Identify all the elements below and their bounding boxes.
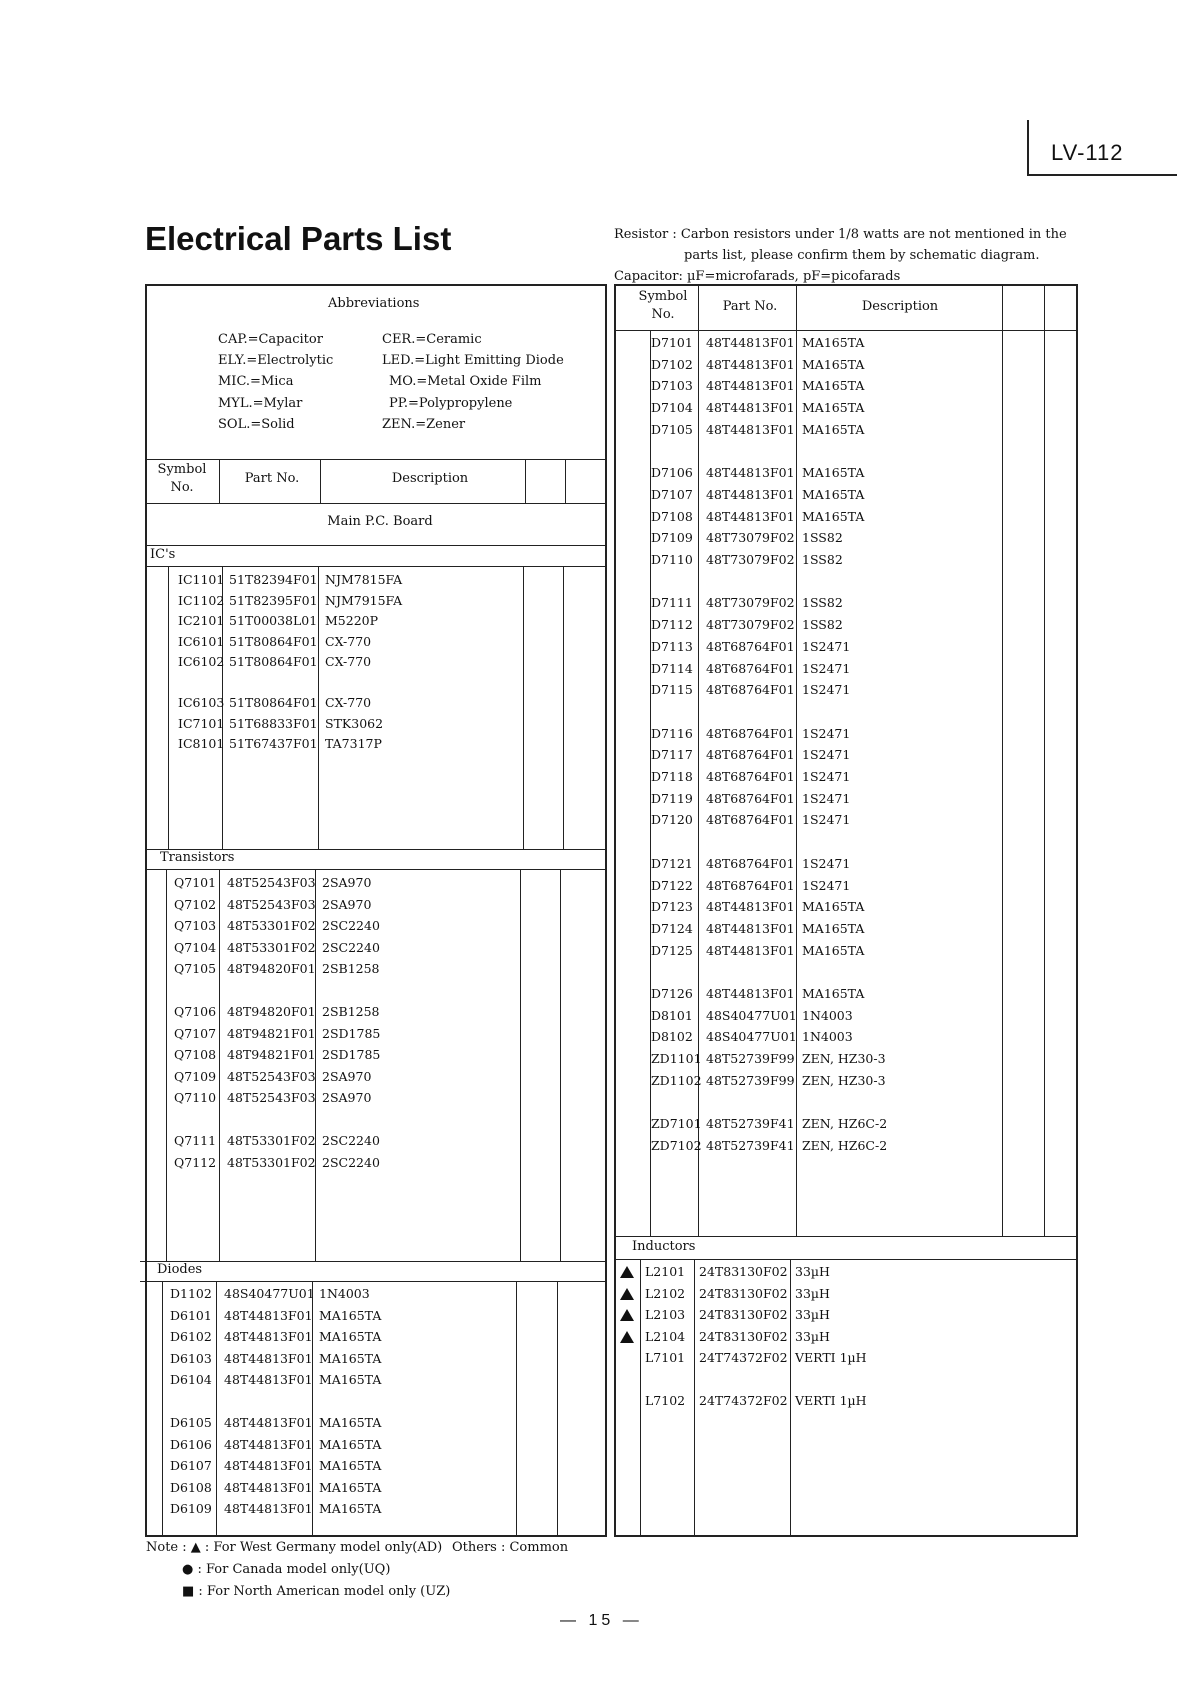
diode-symbol: D6102	[170, 1329, 212, 1344]
west-germany-marker-icon	[620, 1266, 634, 1278]
inductor-description: 33µH	[795, 1328, 830, 1344]
transistor-symbol: Q7106	[174, 1004, 217, 1019]
ic-description: NJM7815FA	[325, 572, 403, 587]
diode-part-no: 48T68764F01	[706, 790, 795, 806]
west-germany-marker-icon	[620, 1331, 634, 1343]
ic-part-no: 51T82395F01	[229, 592, 318, 608]
abbr-item: CER.=Ceramic	[382, 332, 482, 347]
diode-part-no: 48T44813F01	[224, 1350, 313, 1366]
transistor-symbol: Q7104	[174, 939, 217, 955]
diode-part-no: 48T44813F01	[706, 508, 795, 524]
diode-description: MA165TA	[802, 899, 865, 915]
inductor-description: VERTI 1µH	[795, 1350, 867, 1365]
ic-symbol: IC1102	[178, 592, 225, 608]
inductor-part-no: 24T83130F02	[699, 1264, 788, 1279]
right-col-part: Part No.	[722, 299, 778, 314]
diode-symbol: D7122	[651, 877, 693, 893]
diode-symbol: D6107	[170, 1458, 212, 1473]
inductor-part-no: 24T74372F02	[699, 1350, 788, 1365]
diode-description: 1N4003	[319, 1286, 370, 1301]
section-transistors: Transistors	[160, 850, 235, 865]
diode-symbol: D7114	[651, 660, 693, 676]
transistor-description: 2SD1785	[322, 1047, 381, 1062]
section-inductors: Inductors	[632, 1239, 696, 1254]
diode-part-no: 48T68764F01	[706, 769, 795, 784]
ic-description: CX-770	[325, 633, 372, 649]
page-title: Electrical Parts List	[145, 220, 452, 257]
diode-description: MA165TA	[319, 1501, 382, 1516]
transistor-description: 2SB1258	[322, 1004, 380, 1019]
transistor-part-no: 48T94821F01	[227, 1047, 316, 1062]
transistor-part-no: 48T52543F03	[227, 896, 316, 912]
diode-description: MA165TA	[802, 400, 865, 416]
diode-description: MA165TA	[802, 335, 865, 350]
ic-part-no: 51T00038L01	[229, 613, 318, 628]
diode-description: MA165TA	[319, 1415, 382, 1430]
ic-symbol: IC8101	[178, 736, 225, 751]
diode-description: MA165TA	[319, 1350, 382, 1366]
ic-description: CX-770	[325, 695, 372, 710]
inductor-part-no: 24T83130F02	[699, 1285, 788, 1301]
model-tag	[1027, 120, 1177, 176]
diode-description: MA165TA	[319, 1329, 382, 1344]
diode-symbol: D7117	[651, 747, 693, 763]
diode-symbol: D7108	[651, 508, 693, 524]
footnote-others: Others : Common	[452, 1540, 569, 1555]
diode-part-no: 48T68764F01	[706, 660, 795, 676]
left-col-part: Part No.	[244, 471, 300, 486]
diode-part-no: 48T44813F01	[706, 378, 795, 394]
diode-symbol: D6106	[170, 1436, 212, 1452]
diode-description: 1S2471	[802, 769, 851, 784]
diode-symbol: D1102	[170, 1286, 212, 1301]
diode-description: MA165TA	[802, 465, 865, 481]
ic-description: NJM7915FA	[325, 592, 403, 608]
ic-part-no: 51T67437F01	[229, 736, 318, 751]
diode-part-no: 48T44813F01	[706, 356, 795, 372]
diode-description: MA165TA	[802, 421, 865, 437]
west-germany-marker-icon	[620, 1309, 634, 1321]
diode-description: ZEN, HZ6C-2	[802, 1116, 888, 1132]
west-germany-marker-icon	[620, 1288, 634, 1300]
diode-description: MA165TA	[802, 986, 865, 1001]
diode-description: MA165TA	[802, 378, 865, 394]
diode-part-no: 48T52739F41	[706, 1137, 795, 1153]
diode-part-no: 48T44813F01	[706, 400, 795, 416]
abbr-item: MIC.=Mica	[218, 374, 294, 389]
diode-part-no: 48T44813F01	[224, 1329, 313, 1344]
diode-part-no: 48T44813F01	[224, 1458, 313, 1473]
transistor-description: 2SC2240	[322, 918, 380, 933]
diode-description: MA165TA	[802, 508, 865, 524]
diode-symbol: D7112	[651, 617, 693, 633]
abbreviations-title: Abbreviations	[328, 296, 420, 311]
transistor-description: 2SA970	[322, 896, 372, 912]
diode-part-no: 48T44813F01	[706, 899, 795, 915]
transistor-part-no: 48T53301F02	[227, 918, 316, 933]
transistor-symbol: Q7109	[174, 1068, 217, 1084]
abbr-item: PP.=Polypropylene	[389, 396, 513, 411]
page-number: — 15 —	[560, 1612, 643, 1629]
diode-symbol: D7107	[651, 486, 693, 502]
diode-symbol: D7116	[651, 725, 693, 741]
transistor-part-no: 48T52543F03	[227, 875, 316, 890]
ic-description: STK3062	[325, 715, 384, 731]
diode-part-no: 48T52739F99	[706, 1072, 795, 1088]
right-col-desc: Description	[861, 299, 939, 314]
diode-description: 1S2471	[802, 790, 851, 806]
inductor-symbol: L2101	[645, 1264, 686, 1279]
section-diodes: Diodes	[157, 1262, 203, 1277]
diode-symbol: D7106	[651, 465, 693, 481]
diode-symbol: D7109	[651, 530, 693, 546]
ic-description: TA7317P	[325, 736, 382, 751]
diode-part-no: 48T44813F01	[224, 1501, 313, 1516]
left-col-symbol: Symbol No.	[157, 462, 207, 495]
transistor-description: 2SA970	[322, 1068, 372, 1084]
diode-part-no: 48T52739F99	[706, 1051, 795, 1067]
diode-description: 1S2471	[802, 682, 851, 698]
diode-symbol: D7118	[651, 769, 693, 784]
ic-symbol: IC6102	[178, 654, 225, 669]
diode-part-no: 48S40477U01	[224, 1286, 315, 1301]
ic-symbol: IC6103	[178, 695, 225, 710]
diode-part-no: 48T44813F01	[706, 421, 795, 437]
inductor-description: 33µH	[795, 1264, 830, 1279]
diode-symbol: D7126	[651, 986, 693, 1001]
inductor-part-no: 24T74372F02	[699, 1393, 788, 1408]
transistor-part-no: 48T53301F02	[227, 1154, 316, 1170]
transistor-description: 2SA970	[322, 1090, 372, 1105]
diode-symbol: D7119	[651, 790, 693, 806]
diode-description: 1SS82	[802, 552, 843, 567]
transistor-symbol: Q7107	[174, 1025, 217, 1041]
transistor-description: 2SC2240	[322, 1133, 380, 1148]
abbr-item: MO.=Metal Oxide Film	[389, 374, 542, 389]
diode-part-no: 48T44813F01	[224, 1307, 313, 1323]
diode-symbol: D8101	[651, 1007, 693, 1023]
diode-part-no: 48T44813F01	[224, 1436, 313, 1452]
footnote-canada: ● : For Canada model only(UQ)	[182, 1562, 391, 1577]
transistor-description: 2SC2240	[322, 939, 380, 955]
diode-description: 1S2471	[802, 638, 851, 654]
diode-symbol: ZD1102	[651, 1072, 702, 1088]
diode-symbol: ZD7101	[651, 1116, 702, 1132]
transistor-part-no: 48T52543F03	[227, 1090, 316, 1105]
diode-symbol: D7120	[651, 812, 693, 828]
diode-symbol: D6103	[170, 1350, 212, 1366]
notes-top	[614, 224, 1067, 287]
diode-part-no: 48T68764F01	[706, 812, 795, 828]
diode-part-no: 48T68764F01	[706, 682, 795, 698]
diode-description: 1S2471	[802, 747, 851, 763]
diode-symbol: D7104	[651, 400, 693, 416]
left-col-desc: Description	[391, 471, 469, 486]
diode-part-no: 48T44813F01	[706, 335, 795, 350]
right-col-symbol: Symbol No.	[638, 289, 688, 322]
diode-description: 1SS82	[802, 530, 843, 546]
diode-symbol: D7125	[651, 942, 693, 958]
abbr-item: LED.=Light Emitting Diode	[382, 353, 564, 368]
diode-part-no: 48T68764F01	[706, 747, 795, 763]
diode-part-no: 48T73079F02	[706, 530, 795, 546]
diode-part-no: 48T44813F01	[706, 942, 795, 958]
diode-part-no: 48T68764F01	[706, 725, 795, 741]
abbr-item: CAP.=Capacitor	[218, 332, 323, 347]
diode-description: MA165TA	[802, 486, 865, 502]
diode-symbol: ZD7102	[651, 1137, 702, 1153]
abbr-item: MYL.=Mylar	[218, 396, 303, 411]
inductor-symbol: L2102	[645, 1285, 686, 1301]
diode-description: MA165TA	[802, 356, 865, 372]
diode-symbol: D8102	[651, 1029, 693, 1045]
diode-description: 1SS82	[802, 617, 843, 633]
diode-part-no: 48T44813F01	[706, 920, 795, 936]
transistor-symbol: Q7101	[174, 875, 217, 890]
diode-description: MA165TA	[802, 920, 865, 936]
transistor-description: 2SB1258	[322, 961, 380, 976]
diode-description: 1S2471	[802, 725, 851, 741]
diode-description: MA165TA	[319, 1307, 382, 1323]
diode-description: 1SS82	[802, 595, 843, 611]
diode-part-no: 48T44813F01	[224, 1479, 313, 1495]
diode-symbol: D7123	[651, 899, 693, 915]
diode-part-no: 48T68764F01	[706, 638, 795, 654]
ic-symbol: IC6101	[178, 633, 225, 649]
diode-description: 1S2471	[802, 660, 851, 676]
abbr-item: ZEN.=Zener	[382, 417, 466, 432]
diode-part-no: 48T44813F01	[224, 1372, 313, 1387]
footnote-west-germany: Note : ▲ : For West Germany model only(AD)	[146, 1540, 443, 1555]
ic-symbol: IC7101	[178, 715, 225, 731]
transistor-part-no: 48T53301F02	[227, 1133, 316, 1148]
transistor-part-no: 48T94820F01	[227, 961, 316, 976]
ic-symbol: IC1101	[178, 572, 225, 587]
transistor-part-no: 48T53301F02	[227, 939, 316, 955]
ic-part-no: 51T80864F01	[229, 695, 318, 710]
transistor-description: 2SA970	[322, 875, 372, 890]
diode-part-no: 48S40477U01	[706, 1029, 797, 1045]
transistor-part-no: 48T52543F03	[227, 1068, 316, 1084]
diode-description: MA165TA	[319, 1458, 382, 1473]
diode-part-no: 48T44813F01	[706, 986, 795, 1001]
diode-description: ZEN, HZ6C-2	[802, 1137, 888, 1153]
inductor-symbol: L2104	[645, 1328, 686, 1344]
inductor-part-no: 24T83130F02	[699, 1307, 788, 1322]
ic-description: CX-770	[325, 654, 372, 669]
ic-description: M5220P	[325, 613, 379, 628]
ic-part-no: 51T80864F01	[229, 654, 318, 669]
diode-symbol: D7110	[651, 552, 693, 567]
ic-part-no: 51T82394F01	[229, 572, 318, 587]
transistor-symbol: Q7105	[174, 961, 217, 976]
diode-symbol: D6105	[170, 1415, 212, 1430]
diode-description: 1N4003	[802, 1029, 853, 1045]
resistor-note-line2: parts list, please confirm them by schematic diagram.	[684, 248, 1040, 263]
abbr-item: ELY.=Electrolytic	[218, 353, 334, 368]
inductor-description: 33µH	[795, 1307, 830, 1322]
diode-part-no: 48T73079F02	[706, 617, 795, 633]
diode-symbol: D7102	[651, 356, 693, 372]
diode-description: MA165TA	[319, 1372, 382, 1387]
diode-symbol: D6108	[170, 1479, 212, 1495]
diode-part-no: 48S40477U01	[706, 1007, 797, 1023]
diode-symbol: D7113	[651, 638, 693, 654]
transistor-part-no: 48T94820F01	[227, 1004, 316, 1019]
transistor-symbol: Q7103	[174, 918, 217, 933]
diode-description: 1N4003	[802, 1007, 853, 1023]
diode-part-no: 48T52739F41	[706, 1116, 795, 1132]
diode-symbol: D7121	[651, 855, 693, 871]
diode-description: 1S2471	[802, 877, 851, 893]
diode-symbol: D7105	[651, 421, 693, 437]
resistor-note-line1: Resistor : Carbon resistors under 1/8 watts are not mentioned in the	[614, 227, 1067, 242]
inductor-description: VERTI 1µH	[795, 1393, 867, 1408]
diode-symbol: D7115	[651, 682, 693, 698]
diode-description: MA165TA	[319, 1436, 382, 1452]
transistor-description: 2SD1785	[322, 1025, 381, 1041]
diode-part-no: 48T68764F01	[706, 877, 795, 893]
diode-description: ZEN, HZ30-3	[802, 1051, 886, 1067]
diode-symbol: D7111	[651, 595, 693, 611]
diode-part-no: 48T44813F01	[224, 1415, 313, 1430]
ic-symbol: IC2101	[178, 613, 225, 628]
inductor-part-no: 24T83130F02	[699, 1328, 788, 1344]
inductor-symbol: L2103	[645, 1307, 686, 1322]
capacitor-note: Capacitor: µF=microfarads, pF=picofarads	[614, 269, 901, 284]
footnote-north-america: ■ : For North American model only (UZ)	[182, 1584, 451, 1599]
inductor-description: 33µH	[795, 1285, 830, 1301]
ic-part-no: 51T80864F01	[229, 633, 318, 649]
diode-symbol: D6104	[170, 1372, 212, 1387]
diode-symbol: ZD1101	[651, 1051, 702, 1067]
abbr-item: SOL.=Solid	[218, 417, 295, 432]
diode-symbol: D7101	[651, 335, 693, 350]
inductor-symbol: L7101	[645, 1350, 686, 1365]
board-label: Main P.C. Board	[327, 514, 433, 529]
transistor-symbol: Q7112	[174, 1154, 217, 1170]
diode-description: MA165TA	[319, 1479, 382, 1495]
diode-part-no: 48T44813F01	[706, 465, 795, 481]
transistor-symbol: Q7108	[174, 1047, 217, 1062]
diode-part-no: 48T73079F02	[706, 552, 795, 567]
diode-description: 1S2471	[802, 855, 851, 871]
diode-part-no: 48T68764F01	[706, 855, 795, 871]
model-number: LV-112	[1051, 140, 1124, 165]
inductor-symbol: L7102	[645, 1393, 686, 1408]
diode-part-no: 48T44813F01	[706, 486, 795, 502]
diode-description: MA165TA	[802, 942, 865, 958]
transistor-symbol: Q7110	[174, 1090, 217, 1105]
ic-part-no: 51T68833F01	[229, 715, 318, 731]
diode-description: 1S2471	[802, 812, 851, 828]
transistor-symbol: Q7102	[174, 896, 217, 912]
diode-description: ZEN, HZ30-3	[802, 1072, 886, 1088]
diode-symbol: D7103	[651, 378, 693, 394]
diode-symbol: D6109	[170, 1501, 212, 1516]
transistor-symbol: Q7111	[174, 1133, 217, 1148]
transistor-part-no: 48T94821F01	[227, 1025, 316, 1041]
diode-symbol: D7124	[651, 920, 693, 936]
diode-part-no: 48T73079F02	[706, 595, 795, 611]
diode-symbol: D6101	[170, 1307, 212, 1323]
transistor-description: 2SC2240	[322, 1154, 380, 1170]
section-ics: IC's	[150, 547, 176, 562]
